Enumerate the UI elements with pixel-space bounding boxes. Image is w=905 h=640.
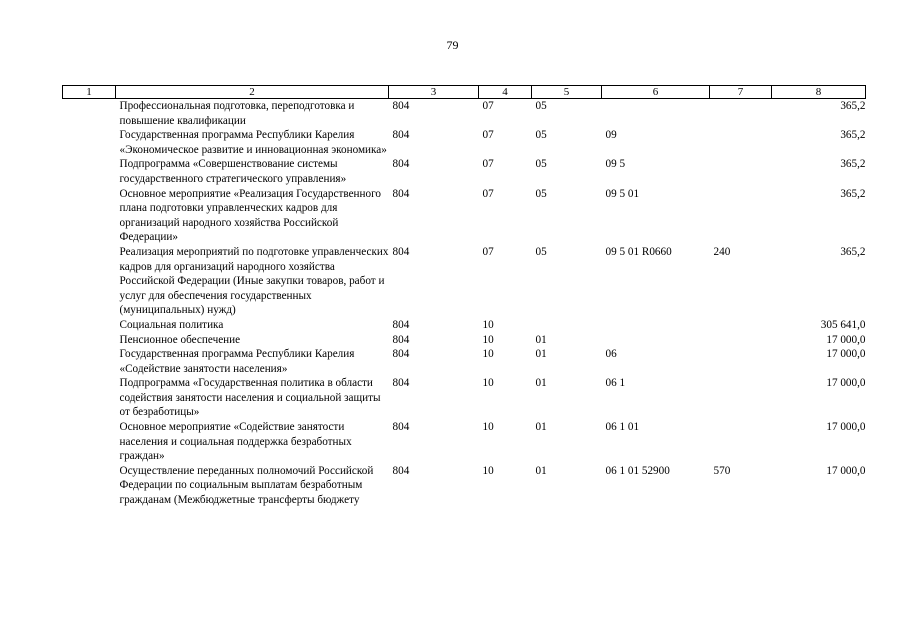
- table-row: [63, 128, 866, 157]
- cell-code: 804: [392, 333, 410, 346]
- table-row: [63, 376, 866, 420]
- cell-expense-type: [710, 333, 772, 348]
- cell-target-article: 09 5 01 R0660: [605, 245, 672, 258]
- cell-col1: [63, 128, 116, 157]
- cell-target-article: 09 5 01: [605, 187, 640, 200]
- column-header-2: 2: [116, 86, 389, 99]
- cell-name: Пенсионное обеспечение: [119, 333, 241, 346]
- cell-subsection: 05: [535, 158, 547, 171]
- cell-col1: [63, 347, 116, 376]
- cell-code: 804: [392, 100, 410, 112]
- cell-section: 10: [482, 318, 494, 331]
- cell-col1: [63, 318, 116, 333]
- cell-expense-type: [710, 347, 772, 376]
- column-header-3: 3: [389, 86, 479, 99]
- cell-section: 10: [482, 333, 494, 346]
- table-row: [63, 347, 866, 376]
- cell-section: 10: [482, 464, 494, 477]
- cell-name: Государственная программа Республики Карелия «Содействие занятости населения»: [119, 348, 355, 375]
- cell-expense-type: [710, 420, 772, 464]
- cell-amount: 17 000,0: [826, 333, 866, 346]
- cell-section: 10: [482, 421, 494, 434]
- column-header-1: 1: [63, 86, 116, 99]
- cell-expense-type: [710, 128, 772, 157]
- table-row: [63, 464, 866, 508]
- cell-amount: 365,2: [840, 245, 866, 258]
- cell-target-article: 06: [605, 348, 617, 361]
- cell-expense-type: [710, 318, 772, 333]
- cell-target-article: 09: [605, 129, 617, 142]
- cell-amount: 305 641,0: [820, 318, 866, 331]
- cell-col1: [63, 187, 116, 245]
- table-row: [63, 99, 866, 129]
- cell-code: 804: [392, 464, 410, 477]
- cell-target-article: 06 1 01 52900: [605, 464, 670, 477]
- table-row: [63, 420, 866, 464]
- cell-name: Основное мероприятие «Реализация Государственного плана подготовки управленческих кадров для организаций народного хозяйства Российской Федерации»: [119, 187, 382, 244]
- cell-col1: [63, 245, 116, 318]
- cell-section: 07: [482, 100, 494, 112]
- cell-col1: [63, 157, 116, 186]
- table-row: [63, 157, 866, 186]
- table-header-row: [63, 86, 866, 99]
- cell-expense-type: 240: [713, 245, 731, 258]
- cell-subsection: 01: [535, 377, 547, 390]
- cell-name: Основное мероприятие «Содействие занятости населения и социальная поддержка безработных граждан»: [119, 421, 352, 463]
- cell-subsection: 05: [535, 129, 547, 142]
- cell-subsection: 05: [535, 245, 547, 258]
- table-row: [63, 187, 866, 245]
- budget-table: [62, 85, 866, 508]
- cell-name: Профессиональная подготовка, переподготовка и повышение квалификации: [119, 100, 355, 127]
- cell-subsection: 05: [535, 100, 547, 112]
- cell-expense-type: [710, 187, 772, 245]
- cell-target-article: 06 1 01: [605, 421, 640, 434]
- cell-code: 804: [392, 377, 410, 390]
- column-header-7: 7: [710, 86, 772, 99]
- cell-name: Подпрограмма «Совершенствование системы государственного стратегического управления»: [119, 158, 347, 185]
- cell-expense-type: [710, 99, 772, 129]
- cell-name: Реализация мероприятий по подготовке управленческих кадров для организаций народного хозяйства Российской Федерации (Иные закупки товаров, работ и услуг для обеспечения государственных (муниципальных) нужд): [119, 245, 389, 317]
- cell-expense-type: 570: [713, 464, 731, 477]
- cell-code: 804: [392, 245, 410, 258]
- cell-section: 07: [482, 129, 494, 142]
- column-header-6: 6: [602, 86, 710, 99]
- cell-amount: 365,2: [840, 129, 866, 142]
- cell-expense-type: [710, 157, 772, 186]
- cell-section: 07: [482, 187, 494, 200]
- cell-target-article: 09 5: [605, 158, 626, 171]
- cell-col1: [63, 420, 116, 464]
- cell-col1: [63, 376, 116, 420]
- cell-subsection: 01: [535, 333, 547, 346]
- page-number: 79: [446, 38, 459, 52]
- cell-target-article: [602, 318, 710, 333]
- cell-amount: 17 000,0: [826, 464, 866, 477]
- cell-section: 07: [482, 245, 494, 258]
- cell-amount: 365,2: [840, 187, 866, 200]
- cell-code: 804: [392, 421, 410, 434]
- cell-name: Государственная программа Республики Карелия «Экономическое развитие и инновационная экономика»: [119, 129, 387, 156]
- cell-col1: [63, 99, 116, 129]
- cell-section: 07: [482, 158, 494, 171]
- cell-code: 804: [392, 348, 410, 361]
- cell-col1: [63, 333, 116, 348]
- cell-subsection: 01: [535, 348, 547, 361]
- table-row: [63, 245, 866, 318]
- cell-code: 804: [392, 158, 410, 171]
- cell-target-article: [602, 99, 710, 129]
- cell-code: 804: [392, 318, 410, 331]
- cell-col1: [63, 464, 116, 508]
- column-header-5: 5: [532, 86, 602, 99]
- cell-section: 10: [482, 377, 494, 390]
- cell-subsection: 01: [535, 464, 547, 477]
- cell-subsection: 05: [535, 187, 547, 200]
- cell-subsection: [532, 318, 602, 333]
- cell-name: Социальная политика: [119, 318, 224, 331]
- table-body: [63, 99, 866, 508]
- cell-name: Подпрограмма «Государственная политика в области содействия занятости населения и социальной защиты от безработицы»: [119, 377, 381, 419]
- cell-target-article: 06 1: [605, 377, 626, 390]
- cell-expense-type: [710, 376, 772, 420]
- table-row: [63, 333, 866, 348]
- cell-section: 10: [482, 348, 494, 361]
- column-header-8: 8: [772, 86, 866, 99]
- cell-subsection: 01: [535, 421, 547, 434]
- cell-target-article: [602, 333, 710, 348]
- cell-amount: 17 000,0: [826, 348, 866, 361]
- table-row: [63, 318, 866, 333]
- cell-name: Осуществление переданных полномочий Российской Федерации по социальным выплатам безработным гражданам (Межбюджетные трансферты бюджету: [119, 464, 374, 507]
- cell-amount: 365,2: [840, 158, 866, 171]
- cell-code: 804: [392, 129, 410, 142]
- cell-code: 804: [392, 187, 410, 200]
- column-header-4: 4: [479, 86, 532, 99]
- cell-amount: 17 000,0: [826, 377, 866, 390]
- cell-amount: 17 000,0: [826, 421, 866, 434]
- cell-amount: 365,2: [840, 100, 866, 112]
